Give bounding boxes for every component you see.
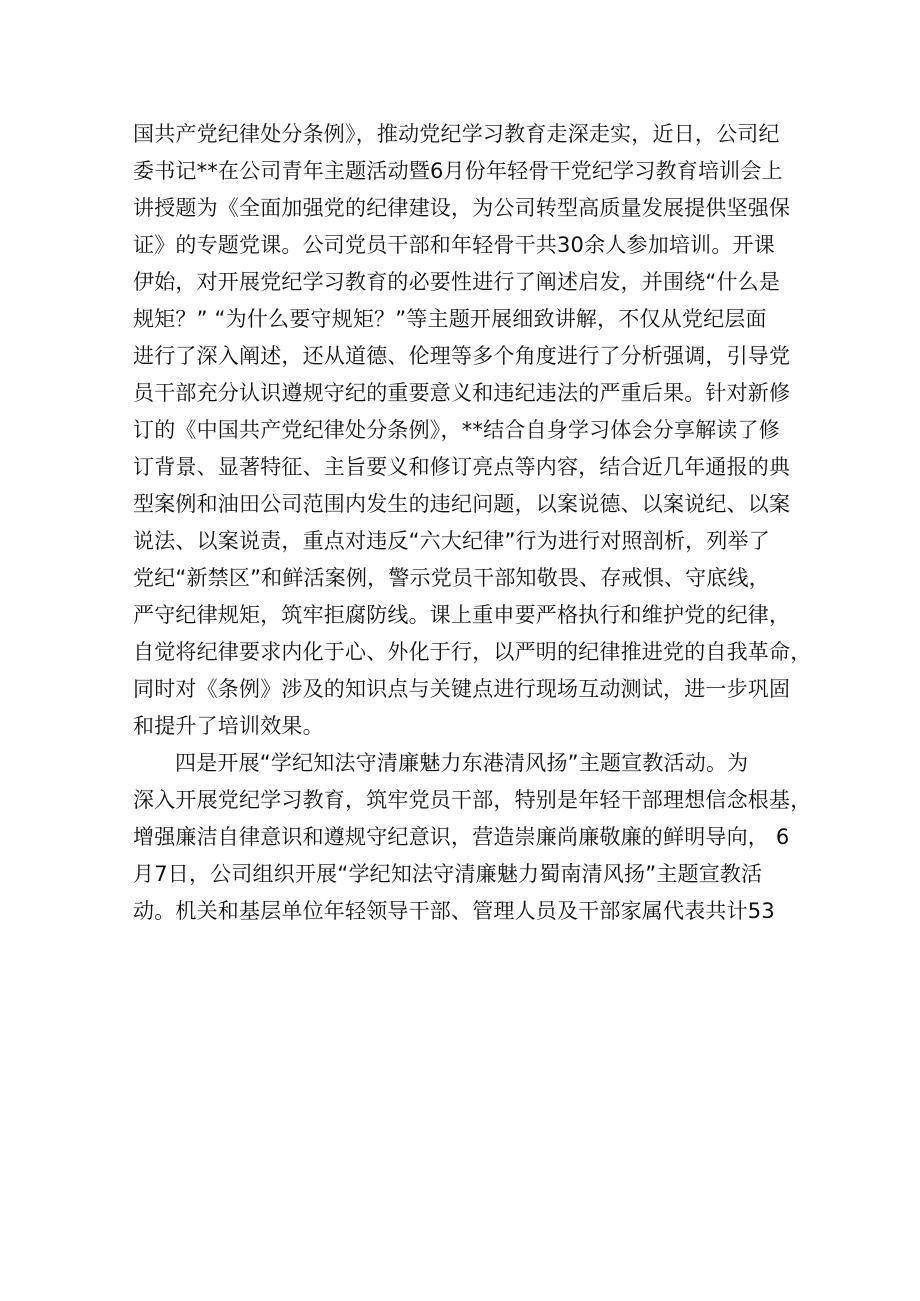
paragraph-line: 和提升了培训效果。 xyxy=(133,714,324,738)
paragraph-line: 严守纪律规矩，筑牢拒腐防线。课上重申要严格执行和维护党的纪律， xyxy=(133,603,791,627)
paragraph-line: 证》的专题党课。公司党员干部和年轻骨干共30余人参加培训。开课 xyxy=(133,233,775,257)
paragraph-line: 委书记**在公司青年主题活动暨6月份年轻骨干党纪学习教育培训会上 xyxy=(133,159,783,183)
paragraph-line: 规矩？” “为什么要守规矩？”等主题开展细致讲解，不仅从党纪层面 xyxy=(133,307,767,331)
paragraph-line: 动。机关和基层单位年轻领导干部、管理人员及干部家属代表共计53 xyxy=(133,899,775,923)
paragraph-1 xyxy=(133,116,813,745)
paragraph-line: 深入开展党纪学习教育，筑牢党员干部，特别是年轻干部理想信念根基， xyxy=(133,788,812,812)
document-body xyxy=(133,116,813,930)
paragraph-line: 订背景、显著特征、主旨要义和修订亮点等内容，结合近几年通报的典 xyxy=(133,455,791,479)
paragraph-line: 说法、以案说责，重点对违反“六大纪律”行为进行对照剖析，列举了 xyxy=(133,529,770,553)
paragraph-line: 型案例和油田公司范围内发生的违纪问题，以案说德、以案说纪、以案 xyxy=(133,492,791,516)
paragraph-line: 同时对《条例》涉及的知识点与关键点进行现场互动测试，进一步巩固 xyxy=(133,677,791,701)
paragraph-line: 讲授题为《全面加强党的纪律建设，为公司转型高质量发展提供坚强保 xyxy=(133,196,791,220)
paragraph-line: 订的《中国共产党纪律处分条例》，**结合自身学习体会分享解读了修 xyxy=(133,418,780,442)
paragraph-line: 国共产党纪律处分条例》，推动党纪学习教育走深走实，近日，公司纪 xyxy=(133,122,780,146)
paragraph-line: 伊始，对开展党纪学习教育的必要性进行了阐述启发，并围绕“什么是 xyxy=(133,270,781,294)
paragraph-line: 党纪“新禁区”和鲜活案例，警示党员干部知敬畏、存戒惧、守底线， xyxy=(133,566,770,590)
paragraph-line: 月7日，公司组织开展“学纪知法守清廉魅力蜀南清风扬”主题宣教活 xyxy=(133,862,763,886)
paragraph-line: 员干部充分认识遵规守纪的重要意义和违纪违法的严重后果。针对新修 xyxy=(133,381,791,405)
paragraph-2 xyxy=(133,745,813,930)
paragraph-line: 进行了深入阐述，还从道德、伦理等多个角度进行了分析强调，引导党 xyxy=(133,344,791,368)
paragraph-line: 自觉将纪律要求内化于心、外化于行，以严明的纪律推进党的自我革命， xyxy=(133,640,812,664)
paragraph-line: 四是开展“学纪知法守清廉魅力东港清风扬”主题宣教活动。为 xyxy=(175,751,749,775)
paragraph-line: 增强廉洁自律意识和遵规守纪意识，营造崇廉尚廉敬廉的鲜明导向， 6 xyxy=(133,825,790,849)
